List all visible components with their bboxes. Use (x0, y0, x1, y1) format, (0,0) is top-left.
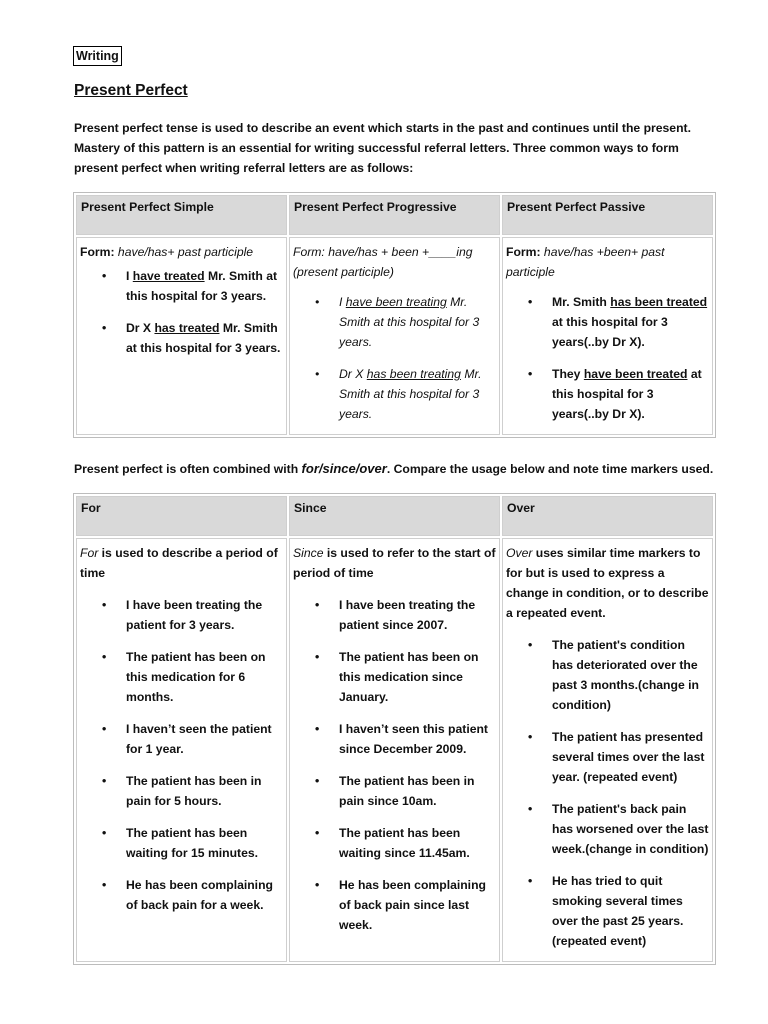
cell-passive (502, 237, 713, 435)
list-item: • The patient has presented several times over the last year. (repeated event) (552, 727, 709, 787)
form-text: have/has+ past participle (114, 245, 254, 259)
cell-lead: Over uses similar time markers to for but is used to express a change in condition, or to describe a repeated event. (506, 546, 709, 620)
intro-paragraph: Present perfect tense is used to describe an event which starts in the past and continues until the present. Mastery of this pattern is an essential for writing successful referral letters. Three common ways to form present perfect when writing referral letters are as follows: (74, 121, 691, 175)
time-markers-table (73, 493, 716, 965)
example-list (506, 635, 709, 951)
cell-simple (76, 237, 287, 435)
header-progressive: Present Perfect Progressive (289, 195, 500, 235)
header-since: Since (289, 496, 500, 536)
table-header-row (76, 496, 713, 536)
form-line: Form: have/has + been +____ing (present participle) (293, 245, 473, 279)
cell-lead: Since is used to refer to the start of period of time (293, 546, 496, 580)
list-item: • The patient's condition has deteriorated over the past 3 months.(change in condition) (552, 635, 709, 715)
list-item: • They have been treated at this hospital for 3 years(..by Dr X). (552, 364, 709, 424)
form-line: Form: have/has +been+ past participle (506, 245, 665, 279)
list-item: • I have treated Mr. Smith at this hospital for 3 years. (126, 266, 283, 306)
form-label: Form: (80, 245, 115, 259)
list-item: • I haven’t seen the patient for 1 year. (126, 719, 283, 759)
cell-progressive (289, 237, 500, 435)
example-list (80, 595, 283, 915)
list-item: • Dr X has been treating Mr. Smith at this hospital for 3 years. (339, 364, 496, 424)
table-header-row (76, 195, 713, 235)
list-item: • I have been treating the patient since 2007. (339, 595, 496, 635)
header-for: For (76, 496, 287, 536)
example-list (293, 595, 496, 935)
list-item: • He has tried to quit smoking several times over the past 25 years.(repeated event) (552, 871, 709, 951)
list-item: • Dr X has treated Mr. Smith at this hospital for 3 years. (126, 318, 283, 358)
list-item: • He has been complaining of back pain for a week. (126, 875, 283, 915)
list-item: • The patient's back pain has worsened over the last week.(change in condition) (552, 799, 709, 859)
list-item: • The patient has been in pain for 5 hours. (126, 771, 283, 811)
example-list (293, 292, 496, 424)
emphasis-text: for/since/over (301, 461, 387, 476)
list-item: • Mr. Smith has been treated at this hospital for 3 years(..by Dr X). (552, 292, 709, 352)
forms-table (73, 192, 716, 438)
list-item: • The patient has been in pain since 10am. (339, 771, 496, 811)
list-item: • The patient has been waiting for 15 minutes. (126, 823, 283, 863)
form-line (80, 242, 283, 262)
cell-for (76, 538, 287, 962)
list-item: • The patient has been on this medication for 6 months. (126, 647, 283, 707)
header-passive: Present Perfect Passive (502, 195, 713, 235)
cell-since (289, 538, 500, 962)
list-item: • I have been treating the patient for 3 years. (126, 595, 283, 635)
section-tag: Writing (73, 46, 122, 66)
cell-over (502, 538, 713, 962)
page-title: Present Perfect (74, 82, 188, 99)
example-list (80, 266, 283, 358)
list-item: • I have been treating Mr. Smith at this hospital for 3 years. (339, 292, 496, 352)
table-row (76, 538, 713, 962)
list-item: • The patient has been waiting since 11.45am. (339, 823, 496, 863)
header-over: Over (502, 496, 713, 536)
comparison-paragraph: Present perfect is often combined with for/since/over. Compare the usage below and note time markers used. (74, 461, 714, 476)
example-list (506, 292, 709, 424)
list-item: • The patient has been on this medication since January. (339, 647, 496, 707)
cell-lead: For is used to describe a period of time (80, 546, 278, 580)
list-item: • He has been complaining of back pain since last week. (339, 875, 496, 935)
header-simple: Present Perfect Simple (76, 195, 287, 235)
table-row (76, 237, 713, 435)
list-item: • I haven’t seen this patient since December 2009. (339, 719, 496, 759)
